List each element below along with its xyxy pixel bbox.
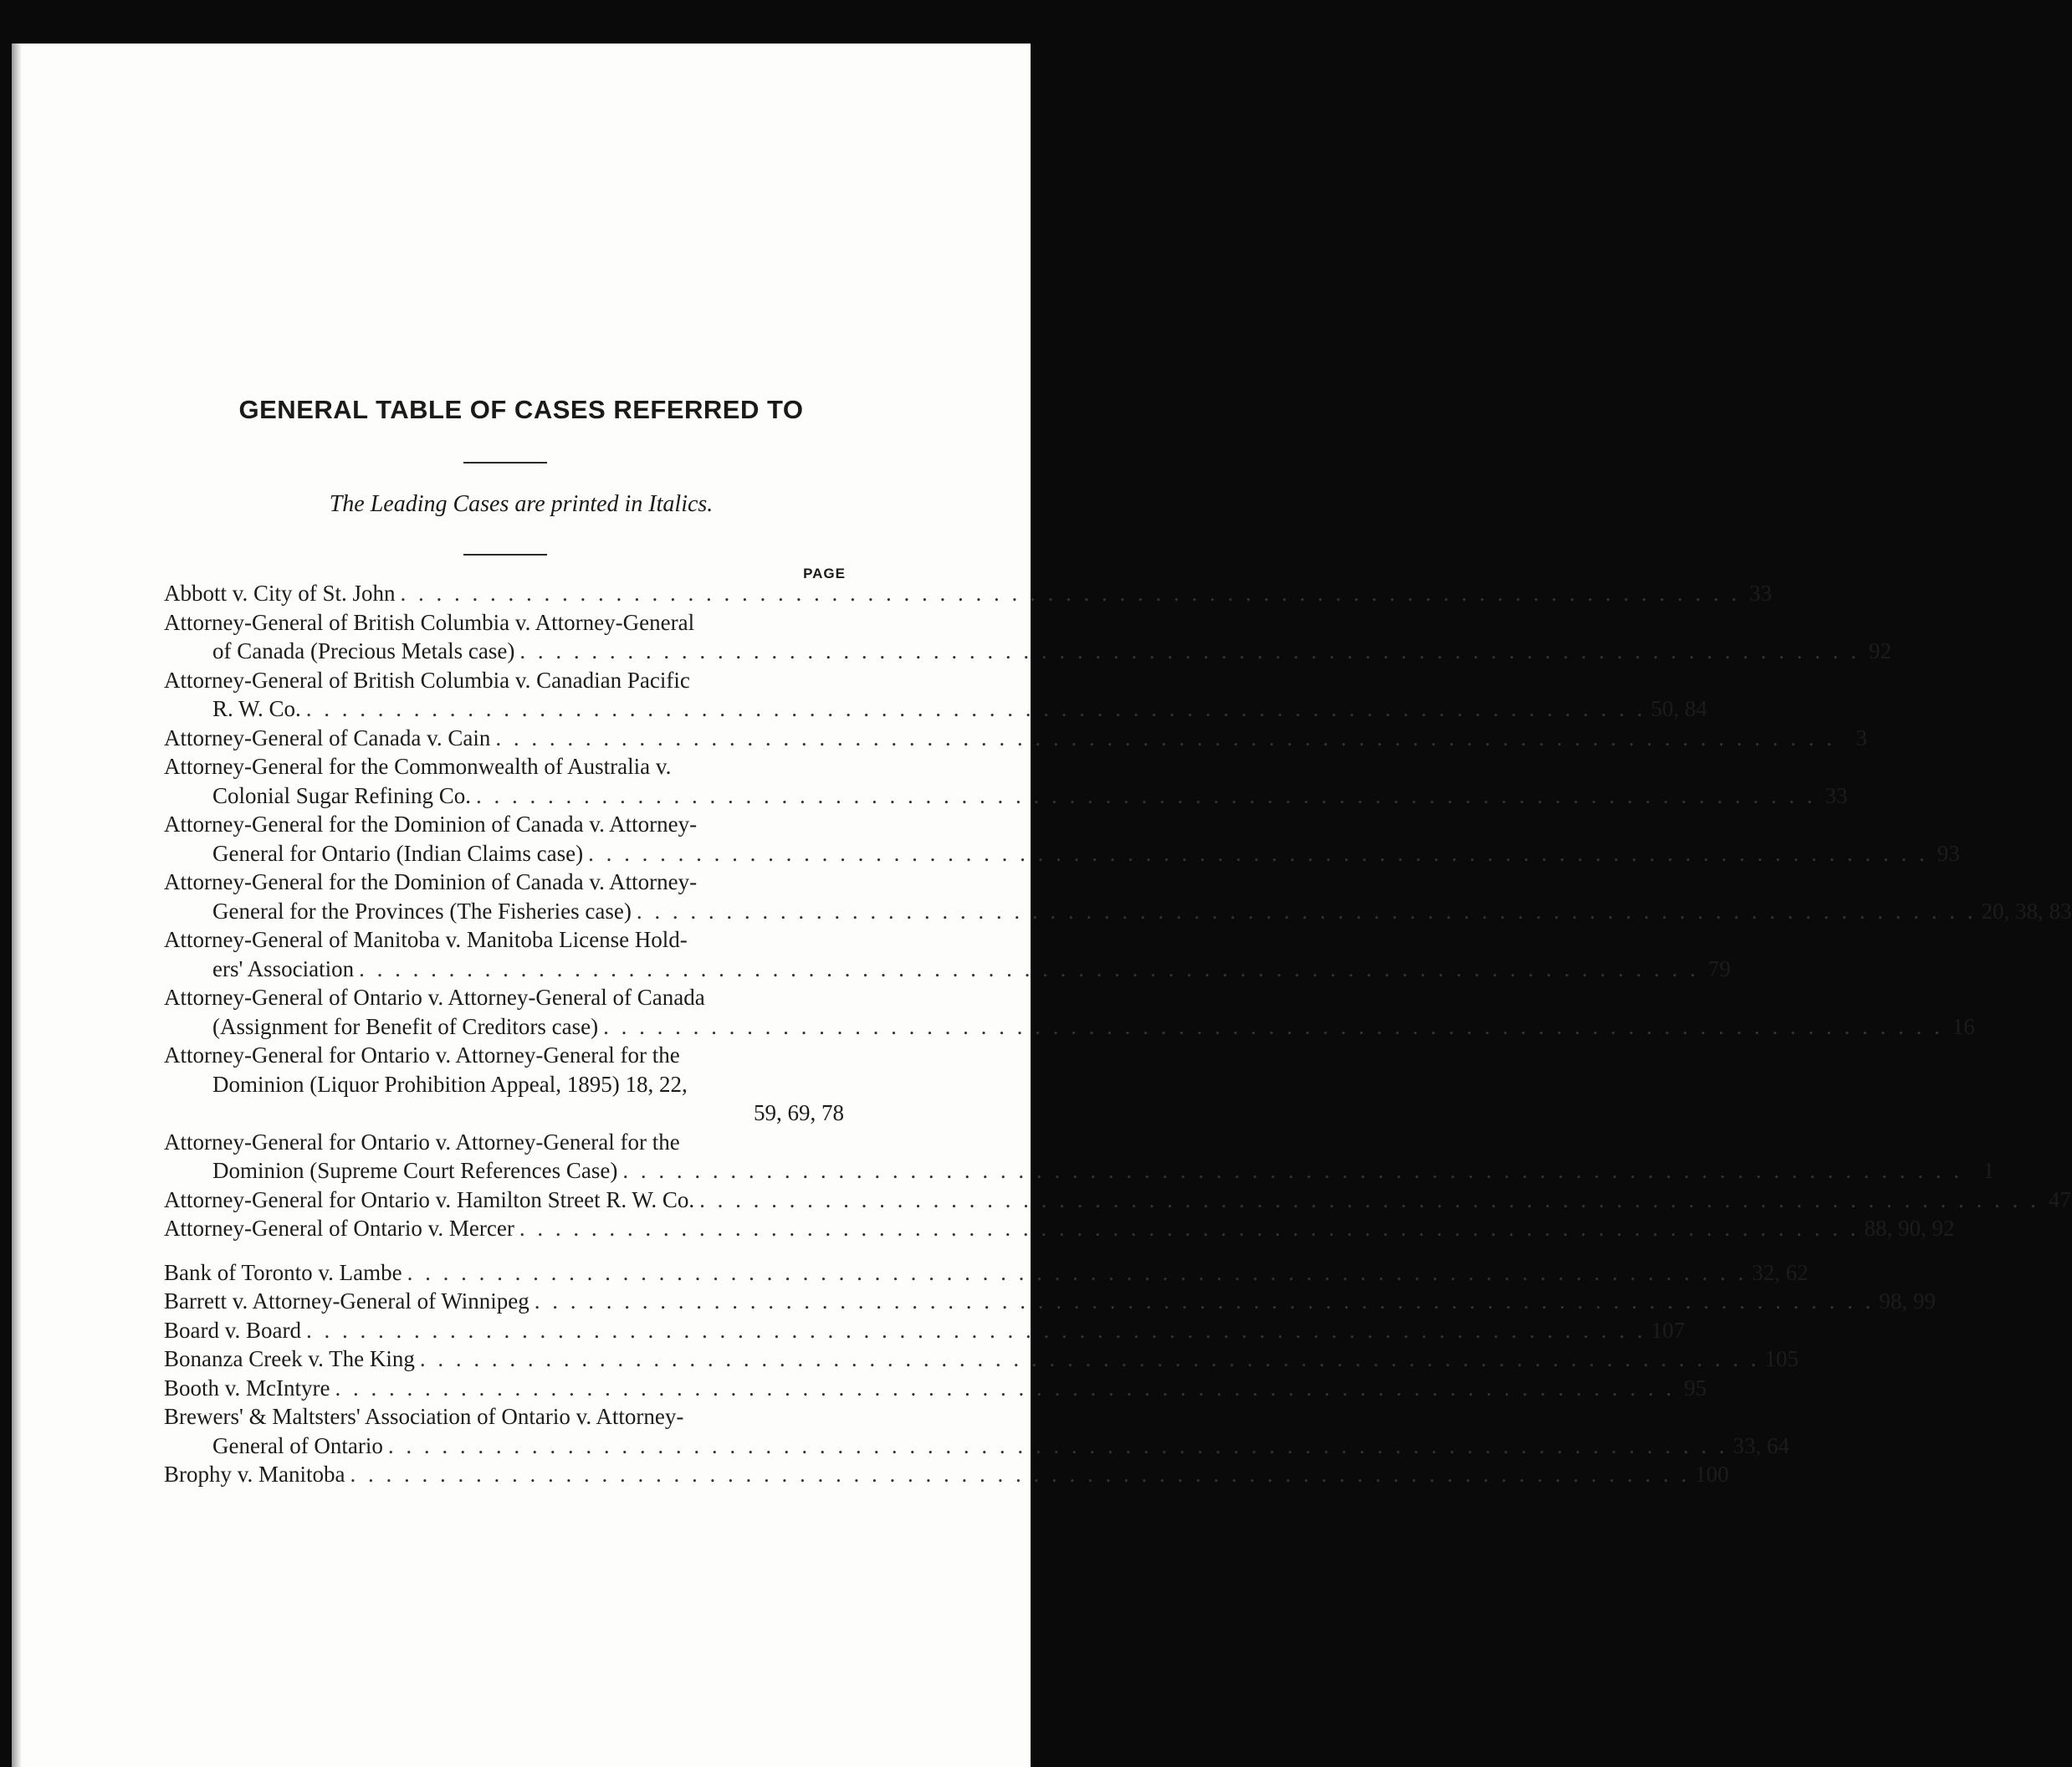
page-reference: 33	[1824, 782, 1848, 808]
case-name: Booth v. McIntyre	[164, 1375, 330, 1401]
case-entry-line	[164, 1374, 1707, 1403]
case-entry-line	[164, 1041, 844, 1070]
dot-leader: . . . . . . . . . . . . . . . . . . . . . . . . . . . . . . . . . . . . . . . . . . . . . . . . . . . . . . . . . . . . . . . . . . . . . . . . . . .	[335, 1375, 1676, 1401]
case-name: General for Ontario (Indian Claims case)	[212, 840, 584, 866]
case-entry	[164, 810, 1960, 868]
case-entry-continuation	[164, 839, 1960, 868]
page-reference: 100	[1695, 1462, 1729, 1487]
dot-leader: . . . . . . . . . . . . . . . . . . . . . . . . . . . . . . . . . . . . . . . . . . . . . . . . . . . . . . . . . . . . . . . . . . . . . . . . . . .	[519, 1216, 1860, 1241]
case-entry	[164, 1460, 1729, 1489]
case-name: Colonial Sugar Refining Co.	[212, 782, 471, 808]
page-reference: 16	[1952, 1013, 1975, 1039]
case-entry-line	[164, 810, 844, 839]
case-entry-line	[164, 1287, 1936, 1316]
case-entry-line	[164, 1460, 1729, 1489]
case-name: Attorney-General of Ontario v. Mercer	[164, 1216, 514, 1241]
case-name: Barrett v. Attorney-General of Winnipeg	[164, 1288, 530, 1314]
case-entry-line	[164, 724, 1868, 753]
dot-leader: . . . . . . . . . . . . . . . . . . . . . . . . . . . . . . . . . . . . . . . . . . . . . . . . . . . . . . . . . . . . . . . . . . . . . . . . . . .	[622, 1158, 1963, 1183]
case-entry	[164, 579, 1773, 608]
case-entry-continuation	[164, 1099, 844, 1128]
dot-leader: . . . . . . . . . . . . . . . . . . . . . . . . . . . . . . . . . . . . . . . . . . . . . . . . . . . . . . . . . . . . . . . . . . . . . . . . . . .	[588, 840, 1928, 866]
case-name: Attorney-General of Manitoba v. Manitoba License Hold-	[164, 927, 688, 952]
case-entry-line	[164, 1258, 1809, 1288]
dot-leader: . . . . . . . . . . . . . . . . . . . . . . . . . . . . . . . . . . . . . . . . . . . . . . . . . . . . . . . . . . . . . . . . . . . . . . . . . . .	[699, 1186, 2039, 1212]
case-name: Dominion (Supreme Court References Case)	[212, 1158, 618, 1183]
page-title: GENERAL TABLE OF CASES REFERRED TO	[238, 395, 804, 424]
case-entry-line	[164, 925, 844, 955]
page-reference: 88, 90, 92	[1864, 1216, 1955, 1241]
case-entry-continuation	[164, 1432, 1790, 1461]
case-entry-line	[164, 1402, 844, 1432]
page-reference: 98, 99	[1879, 1288, 1936, 1314]
case-entry	[164, 925, 1731, 983]
dot-leader: . . . . . . . . . . . . . . . . . . . . . . . . . . . . . . . . . . . . . . . . . . . . . . . . . . . . . . . . . . . . . . . . . . . . . . . . . . .	[519, 638, 1860, 663]
case-entry-line	[164, 868, 844, 897]
dot-leader: . . . . . . . . . . . . . . . . . . . . . . . . . . . . . . . . . . . . . . . . . . . . . . . . . . . . . . . . . . . . . . . . . . . . . . . . . . .	[495, 725, 1836, 750]
case-entry-continuation	[164, 1012, 1975, 1042]
case-name: Attorney-General for Ontario v. Hamilton Street R. W. Co.	[164, 1186, 695, 1212]
dot-leader: . . . . . . . . . . . . . . . . . . . . . . . . . . . . . . . . . . . . . . . . . . . . . . . . . . . . . . . . . . . . . . . . . . . . . . . . . . .	[534, 1288, 1875, 1314]
page-reference: 33, 64	[1732, 1432, 1790, 1458]
case-entry-continuation	[164, 694, 1708, 724]
case-name: Bonanza Creek v. The King	[164, 1346, 415, 1371]
dot-leader: . . . . . . . . . . . . . . . . . . . . . . . . . . . . . . . . . . . . . . . . . . . . . . . . . . . . . . . . . . . . . . . . . . . . . . . . . . .	[387, 1432, 1728, 1458]
case-entry	[164, 983, 1975, 1041]
cases-table	[164, 579, 2072, 1489]
case-name: Attorney-General for the Dominion of Canada v. Attorney-	[164, 812, 698, 837]
case-entry-line	[164, 1344, 1799, 1374]
page-reference: 3	[1855, 725, 1868, 750]
case-entry	[164, 724, 1868, 753]
page-reference: 50, 84	[1650, 696, 1708, 721]
case-entry-continuation	[164, 1070, 844, 1099]
case-entry	[164, 1402, 1790, 1460]
case-name: (Assignment for Benefit of Creditors case)	[212, 1013, 599, 1039]
page-reference: 95	[1684, 1375, 1707, 1401]
dot-leader: . . . . . . . . . . . . . . . . . . . . . . . . . . . . . . . . . . . . . . . . . . . . . . . . . . . . . . . . . . . . . . . . . . . . . . . . . . .	[400, 581, 1741, 606]
case-name: Brophy v. Manitoba	[164, 1462, 345, 1487]
case-entry-line	[164, 1128, 844, 1157]
case-entry	[164, 666, 1708, 724]
section-gap	[164, 1243, 844, 1258]
case-name: Attorney-General for the Dominion of Canada v. Attorney-	[164, 869, 698, 894]
case-entry-line	[164, 983, 844, 1012]
case-entry	[164, 752, 1848, 810]
case-entry	[164, 1258, 1809, 1288]
subtitle: The Leading Cases are printed in Italics.	[329, 491, 714, 517]
divider-rule	[463, 554, 547, 556]
case-name: of Canada (Precious Metals case)	[212, 638, 515, 663]
case-entry	[164, 1316, 1686, 1345]
case-name: Dominion (Liquor Prohibition Appeal, 1895) 18, 22,	[212, 1071, 688, 1097]
page-reference: 32, 62	[1752, 1259, 1809, 1285]
page-reference: 93	[1936, 840, 1960, 866]
case-name: Abbott v. City of St. John	[164, 581, 396, 606]
case-entry-continuation	[164, 955, 1731, 984]
case-entry	[164, 1214, 1955, 1243]
case-entry-line	[164, 608, 844, 638]
dot-leader: . . . . . . . . . . . . . . . . . . . . . . . . . . . . . . . . . . . . . . . . . . . . . . . . . . . . . . . . . . . . . . . . . . . . . . . . . . .	[636, 898, 1977, 924]
page-reference: 107	[1650, 1317, 1686, 1343]
case-name: Brewers' & Maltsters' Association of Ontario v. Attorney-	[164, 1404, 684, 1429]
dot-leader: . . . . . . . . . . . . . . . . . . . . . . . . . . . . . . . . . . . . . . . . . . . . . . . . . . . . . . . . . . . . . . . . . . . . . . . . . . .	[305, 1317, 1646, 1343]
case-entry	[164, 1374, 1707, 1403]
case-entry-continuation	[164, 1156, 1995, 1186]
case-name: General of Ontario	[212, 1432, 383, 1458]
case-entry	[164, 1128, 1995, 1186]
case-entry	[164, 1041, 844, 1128]
case-entry-continuation	[164, 637, 1892, 666]
case-entry-line	[164, 579, 1773, 608]
dot-leader: . . . . . . . . . . . . . . . . . . . . . . . . . . . . . . . . . . . . . . . . . . . . . . . . . . . . . . . . . . . . . . . . . . . . . . . . . . .	[407, 1259, 1747, 1285]
case-name: Attorney-General for Ontario v. Attorney-General for the	[164, 1129, 680, 1155]
case-name: Attorney-General of Ontario v. Attorney-General of Canada	[164, 985, 705, 1010]
page-reference: 20, 38, 83	[1981, 898, 2072, 924]
case-name: Board v. Board	[164, 1317, 301, 1343]
case-entry-continuation	[164, 897, 2072, 926]
case-entry	[164, 1344, 1799, 1374]
case-name: Attorney-General of British Columbia v. Canadian Pacific	[164, 667, 690, 693]
case-name: Bank of Toronto v. Lambe	[164, 1259, 402, 1285]
case-entry-line	[164, 1214, 1955, 1243]
case-name: Attorney-General for Ontario v. Attorney-General for the	[164, 1042, 680, 1068]
case-entry-line	[164, 1316, 1686, 1345]
page-column-label: PAGE	[803, 566, 846, 581]
case-name: Attorney-General for the Commonwealth of Australia v.	[164, 754, 672, 779]
dot-leader: . . . . . . . . . . . . . . . . . . . . . . . . . . . . . . . . . . . . . . . . . . . . . . . . . . . . . . . . . . . . . . . . . . . . . . . . . . .	[475, 782, 1816, 808]
document-page	[12, 44, 2072, 1767]
page-reference: 47	[2048, 1186, 2071, 1212]
case-entry	[164, 1287, 1936, 1316]
case-name: Attorney-General of Canada v. Cain	[164, 725, 491, 750]
dot-leader: . . . . . . . . . . . . . . . . . . . . . . . . . . . . . . . . . . . . . . . . . . . . . . . . . . . . . . . . . . . . . . . . . . . . . . . . . . .	[305, 696, 1646, 721]
page-reference: 1	[1982, 1158, 1995, 1183]
case-name: ers' Association	[212, 955, 355, 981]
dot-leader: . . . . . . . . . . . . . . . . . . . . . . . . . . . . . . . . . . . . . . . . . . . . . . . . . . . . . . . . . . . . . . . . . . . . . . . . . . .	[359, 955, 1699, 981]
divider-rule	[463, 462, 547, 464]
page-reference: 92	[1869, 638, 1892, 663]
page-reference: 59, 69, 78	[754, 1100, 844, 1125]
case-name: General for the Provinces (The Fisheries case)	[212, 898, 632, 924]
case-name: Attorney-General of British Columbia v. Attorney-General	[164, 609, 695, 635]
case-entry	[164, 1186, 2071, 1215]
dot-leader: . . . . . . . . . . . . . . . . . . . . . . . . . . . . . . . . . . . . . . . . . . . . . . . . . . . . . . . . . . . . . . . . . . . . . . . . . . .	[350, 1462, 1691, 1487]
dot-leader: . . . . . . . . . . . . . . . . . . . . . . . . . . . . . . . . . . . . . . . . . . . . . . . . . . . . . . . . . . . . . . . . . . . . . . . . . . .	[603, 1013, 1943, 1039]
case-name: R. W. Co.	[212, 696, 301, 721]
case-entry-line	[164, 752, 844, 781]
page-reference: 79	[1707, 955, 1731, 981]
case-entry-line	[164, 1186, 2071, 1215]
page-reference: 33	[1749, 581, 1773, 606]
case-entry	[164, 608, 1892, 666]
case-entry-line	[164, 666, 844, 695]
case-entry-continuation	[164, 781, 1848, 811]
case-entry	[164, 868, 2072, 925]
page-reference: 105	[1764, 1346, 1799, 1371]
dot-leader: . . . . . . . . . . . . . . . . . . . . . . . . . . . . . . . . . . . . . . . . . . . . . . . . . . . . . . . . . . . . . . . . . . . . . . . . . . .	[419, 1346, 1760, 1371]
